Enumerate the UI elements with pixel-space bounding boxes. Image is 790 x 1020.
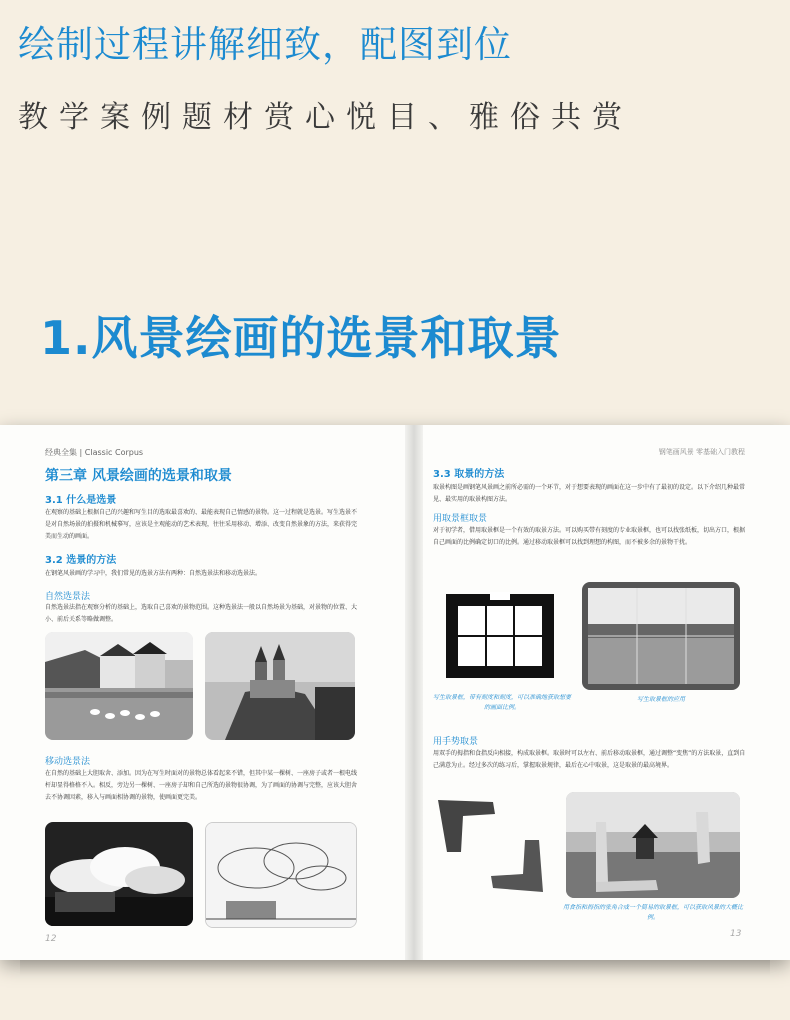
text-gesture: 用双手的拇指和食指反向相接，构成取景框。取景时可以左右、前后移动取景框，通过调整“变焦”的方法取景，直到自己满意为止。经过多次的练习后，掌握取景规律，最后在心中取景，这是取景的最高境界。	[433, 750, 746, 769]
viewfinder-frame-image	[444, 588, 556, 680]
photo-village-water	[45, 632, 193, 740]
text-frame: 对于初学者，借用取景框是一个有效的取景方法。可以购买带有刻度的专业取景框，也可以找张纸板，切出方口，根据自己画面的比例确定切口的比例。通过移动取景框可以找到理想的构图，而不被多余的景物干扰。	[433, 527, 746, 546]
page-number-left: 12	[45, 934, 57, 944]
sketch-clouds	[205, 822, 357, 928]
heading-3-2: 3.2 选景的方法	[45, 555, 117, 566]
header-line-2: 教学案例题材赏心悦目、雅俗共赏	[18, 100, 633, 135]
book-gutter	[405, 425, 423, 960]
text-moving: 在自然的基础上大胆取舍、添加。因为在写生时面对的景物总体看起来不错，但其中某一棵树、一座房子或者一根电线杆却显得格格不入。相反，旁边另一棵树、一座房子却和自己所选的景物很协调，为了画面的协调与完整，应该大胆舍去不协调因素，移入与画面相协调的景物，使画面更完美。	[45, 770, 358, 801]
text-3-2: 在钢笔风景画的学习中，我们常见的选景方法有两种：自然选景法和移动选景法。	[45, 570, 262, 577]
photo-hand-framing	[566, 792, 740, 898]
subheading-frame: 用取景框取景	[433, 514, 488, 524]
hand-gesture-image	[433, 792, 555, 898]
caption-frame: 写生取景框，带有刻度和刻度，可以准确地获取想要的画面比例。	[432, 694, 571, 711]
heading-3-1: 3.1 什么是选景	[45, 495, 117, 506]
subheading-gesture: 用手势取景	[433, 737, 479, 747]
photo-castle	[205, 632, 355, 740]
caption-frame-use: 写生取景框的应用	[636, 696, 685, 703]
text-natural: 自然选景法指在观察分析的基础上，选取自己喜欢的景物范围。这种选景法一般以自然场景为基础，对景物的位置、大小、前后关系等略做调整。	[45, 604, 358, 623]
chapter-title: 第三章 风景绘画的选景和取景	[45, 468, 232, 484]
photo-frame-in-use	[582, 582, 740, 690]
text-3-3: 取景构图是画钢笔风景画之前所必需的一个环节，对于想要表现的画面在这一步中有了最初的设定。以下介绍几种最常见、最实用的取景构图方法。	[433, 484, 746, 503]
book-spread	[0, 425, 790, 960]
section-title: 1.风景绘画的选景和取景	[40, 311, 562, 365]
heading-3-3: 3.3 取景的方法	[433, 469, 505, 480]
text-3-1: 在观察的基础上根据自己的兴趣和写生目的选取最喜欢的、最能表现自己情感的景物。这一过程就是选景。写生选景不是对自然场景的拍摄和机械摹写，应该是主观能动的艺术表现，往往采用移动、增添、改变自然景象的方法，来获得完美而生动的画面。	[45, 509, 358, 540]
subheading-natural: 自然选景法	[45, 592, 91, 602]
header-line-1: 绘制过程讲解细致，配图到位	[18, 23, 512, 66]
page-number-right: 13	[730, 929, 742, 939]
book-shadow	[20, 958, 770, 976]
running-head: 钢笔画风景 零基础入门教程	[658, 448, 745, 456]
photo-clouds	[45, 822, 193, 926]
caption-gesture: 用食指和拇指的张角合成一个简易的取景框，可以获取风景的大概比例。	[562, 904, 743, 921]
subheading-moving: 移动选景法	[45, 757, 91, 767]
book-brand: 经典全集 | Classic Corpus	[45, 448, 144, 457]
